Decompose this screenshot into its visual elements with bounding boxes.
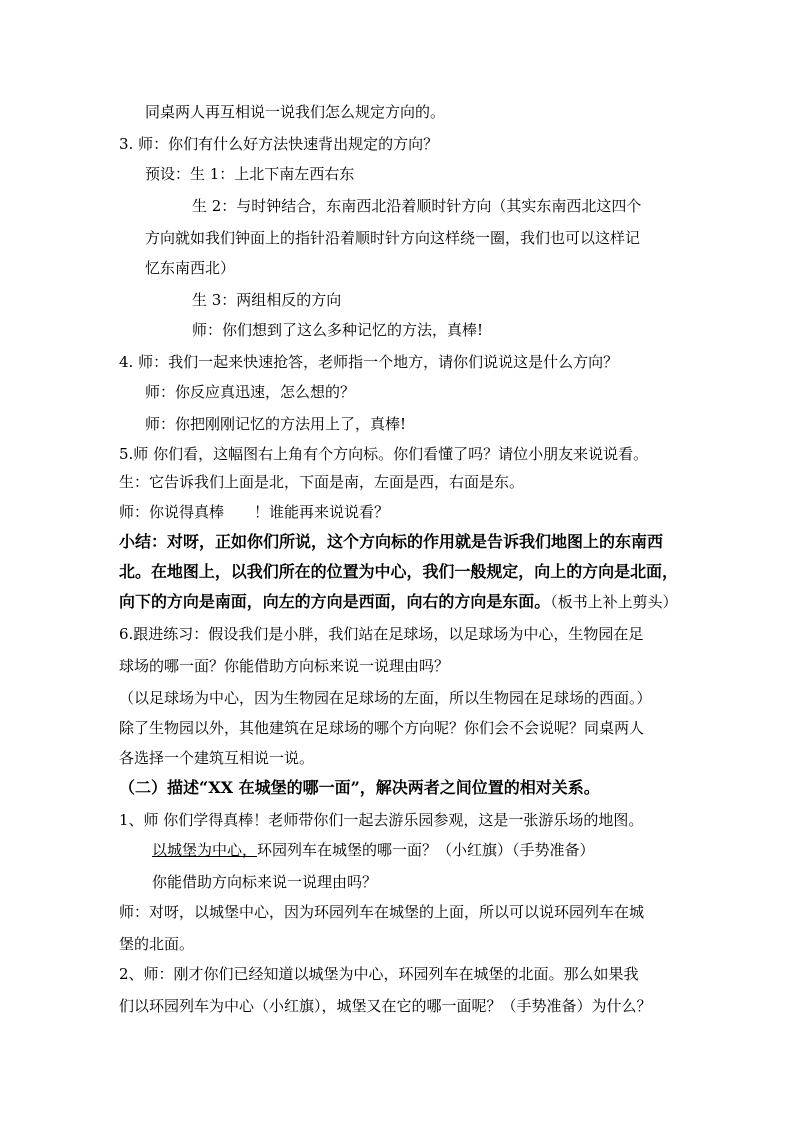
text-line: 6.跟进练习：假设我们是小胖，我们站在足球场，以足球场为中心，生物园在足: [119, 625, 644, 643]
text-line: 球场的哪一面？你能借助方向标来说一说理由吗？: [119, 657, 450, 675]
text-line: 预设：生 1：上北下南左西右东: [145, 165, 355, 183]
text-line: 师：你反应真迅速，怎么想的？: [145, 383, 356, 401]
text-line: 除了生物园以外，其他建筑在足球场的哪个方向呢？你们会不会说呢？同桌两人: [119, 719, 645, 737]
text-line: 5.师 你们看，这幅图右上角有个方向标。你们看懂了吗？请位小朋友来说说看。: [119, 445, 649, 463]
text-line: 生 2：与时钟结合，东南西北沿着顺时针方向（其实东南西北这四个: [192, 197, 642, 215]
text-line-wrapper: [152, 840, 595, 860]
text-line: 忆东南西北）: [145, 259, 236, 277]
text-line: 师：你们想到了这么多种记忆的方法，真棒!: [192, 321, 484, 339]
summary-line: 北。在地图上，以我们所在的位置为中心，我们一般规定，向上的方向是北面，: [119, 562, 679, 581]
text-line: 各选择一个建筑互相说一说。: [119, 749, 315, 767]
text-line: 同桌两人再互相说一说我们怎么规定方向的。: [145, 103, 446, 121]
board-note: （板书上补上剪头）: [550, 593, 678, 611]
text-line: 师：你把刚刚记忆的方法用上了，真棒!: [145, 415, 407, 433]
text-line: 师：对呀，以城堡中心，因为环园列车在城堡的上面，所以可以说环园列车在城: [119, 903, 645, 921]
text-line: 1、师 你们学得真棒！老师带你们一起去游乐园参观，这是一张游乐场的地图。: [119, 811, 644, 829]
text-line: 3. 师：你们有什么好方法快速背出规定的方向？: [119, 135, 439, 153]
text-line: 堡的北面。: [119, 935, 195, 953]
text-line: 4. 师：我们一起来快速抢答，老师指一个地方，请你们说说这是什么方向？: [119, 353, 619, 371]
summary-line: 小结：对呀，正如你们所说，这个方向标的作用就是告诉我们地图上的东南西: [119, 532, 664, 551]
text-line: 们以环园列车为中心（小红旗），城堡又在它的哪一面呢？（手势准备）为什么？: [119, 997, 652, 1015]
text-line: 生：它告诉我们上面是北，下面是南，左面是西，右面是东。: [119, 473, 525, 491]
summary-line: 向下的方向是南面，向左的方向是西面，向右的方向是东面。: [119, 592, 551, 611]
section-heading: （二）描述“XX 在城堡的哪一面”，解决两者之间位置的相对关系。: [119, 778, 600, 797]
text-line: 师：你说得真棒 ！谁能再来说说看？: [119, 503, 390, 521]
text-line: 生 3：两组相反的方向: [192, 291, 342, 309]
text-line: （以足球场为中心，因为生物园在足球场的左面，所以生物园在足球场的西面。）: [119, 689, 652, 707]
text-line: 你能借助方向标来说一说理由吗？: [152, 873, 378, 891]
text-line: 方向就如我们钟面上的指针沿着顺时针方向这样绕一圈，我们也可以这样记: [145, 229, 641, 247]
underlined-phrase: 以城堡为中心，: [152, 841, 258, 859]
text-line: 2、师：刚才你们已经知道以城堡为中心，环园列车在城堡的北面。那么如果我: [119, 965, 639, 983]
text-segment: 环园列车在城堡的哪一面？（小红旗）（手势准备）: [257, 841, 595, 859]
summary-line-wrapper: [119, 592, 678, 612]
